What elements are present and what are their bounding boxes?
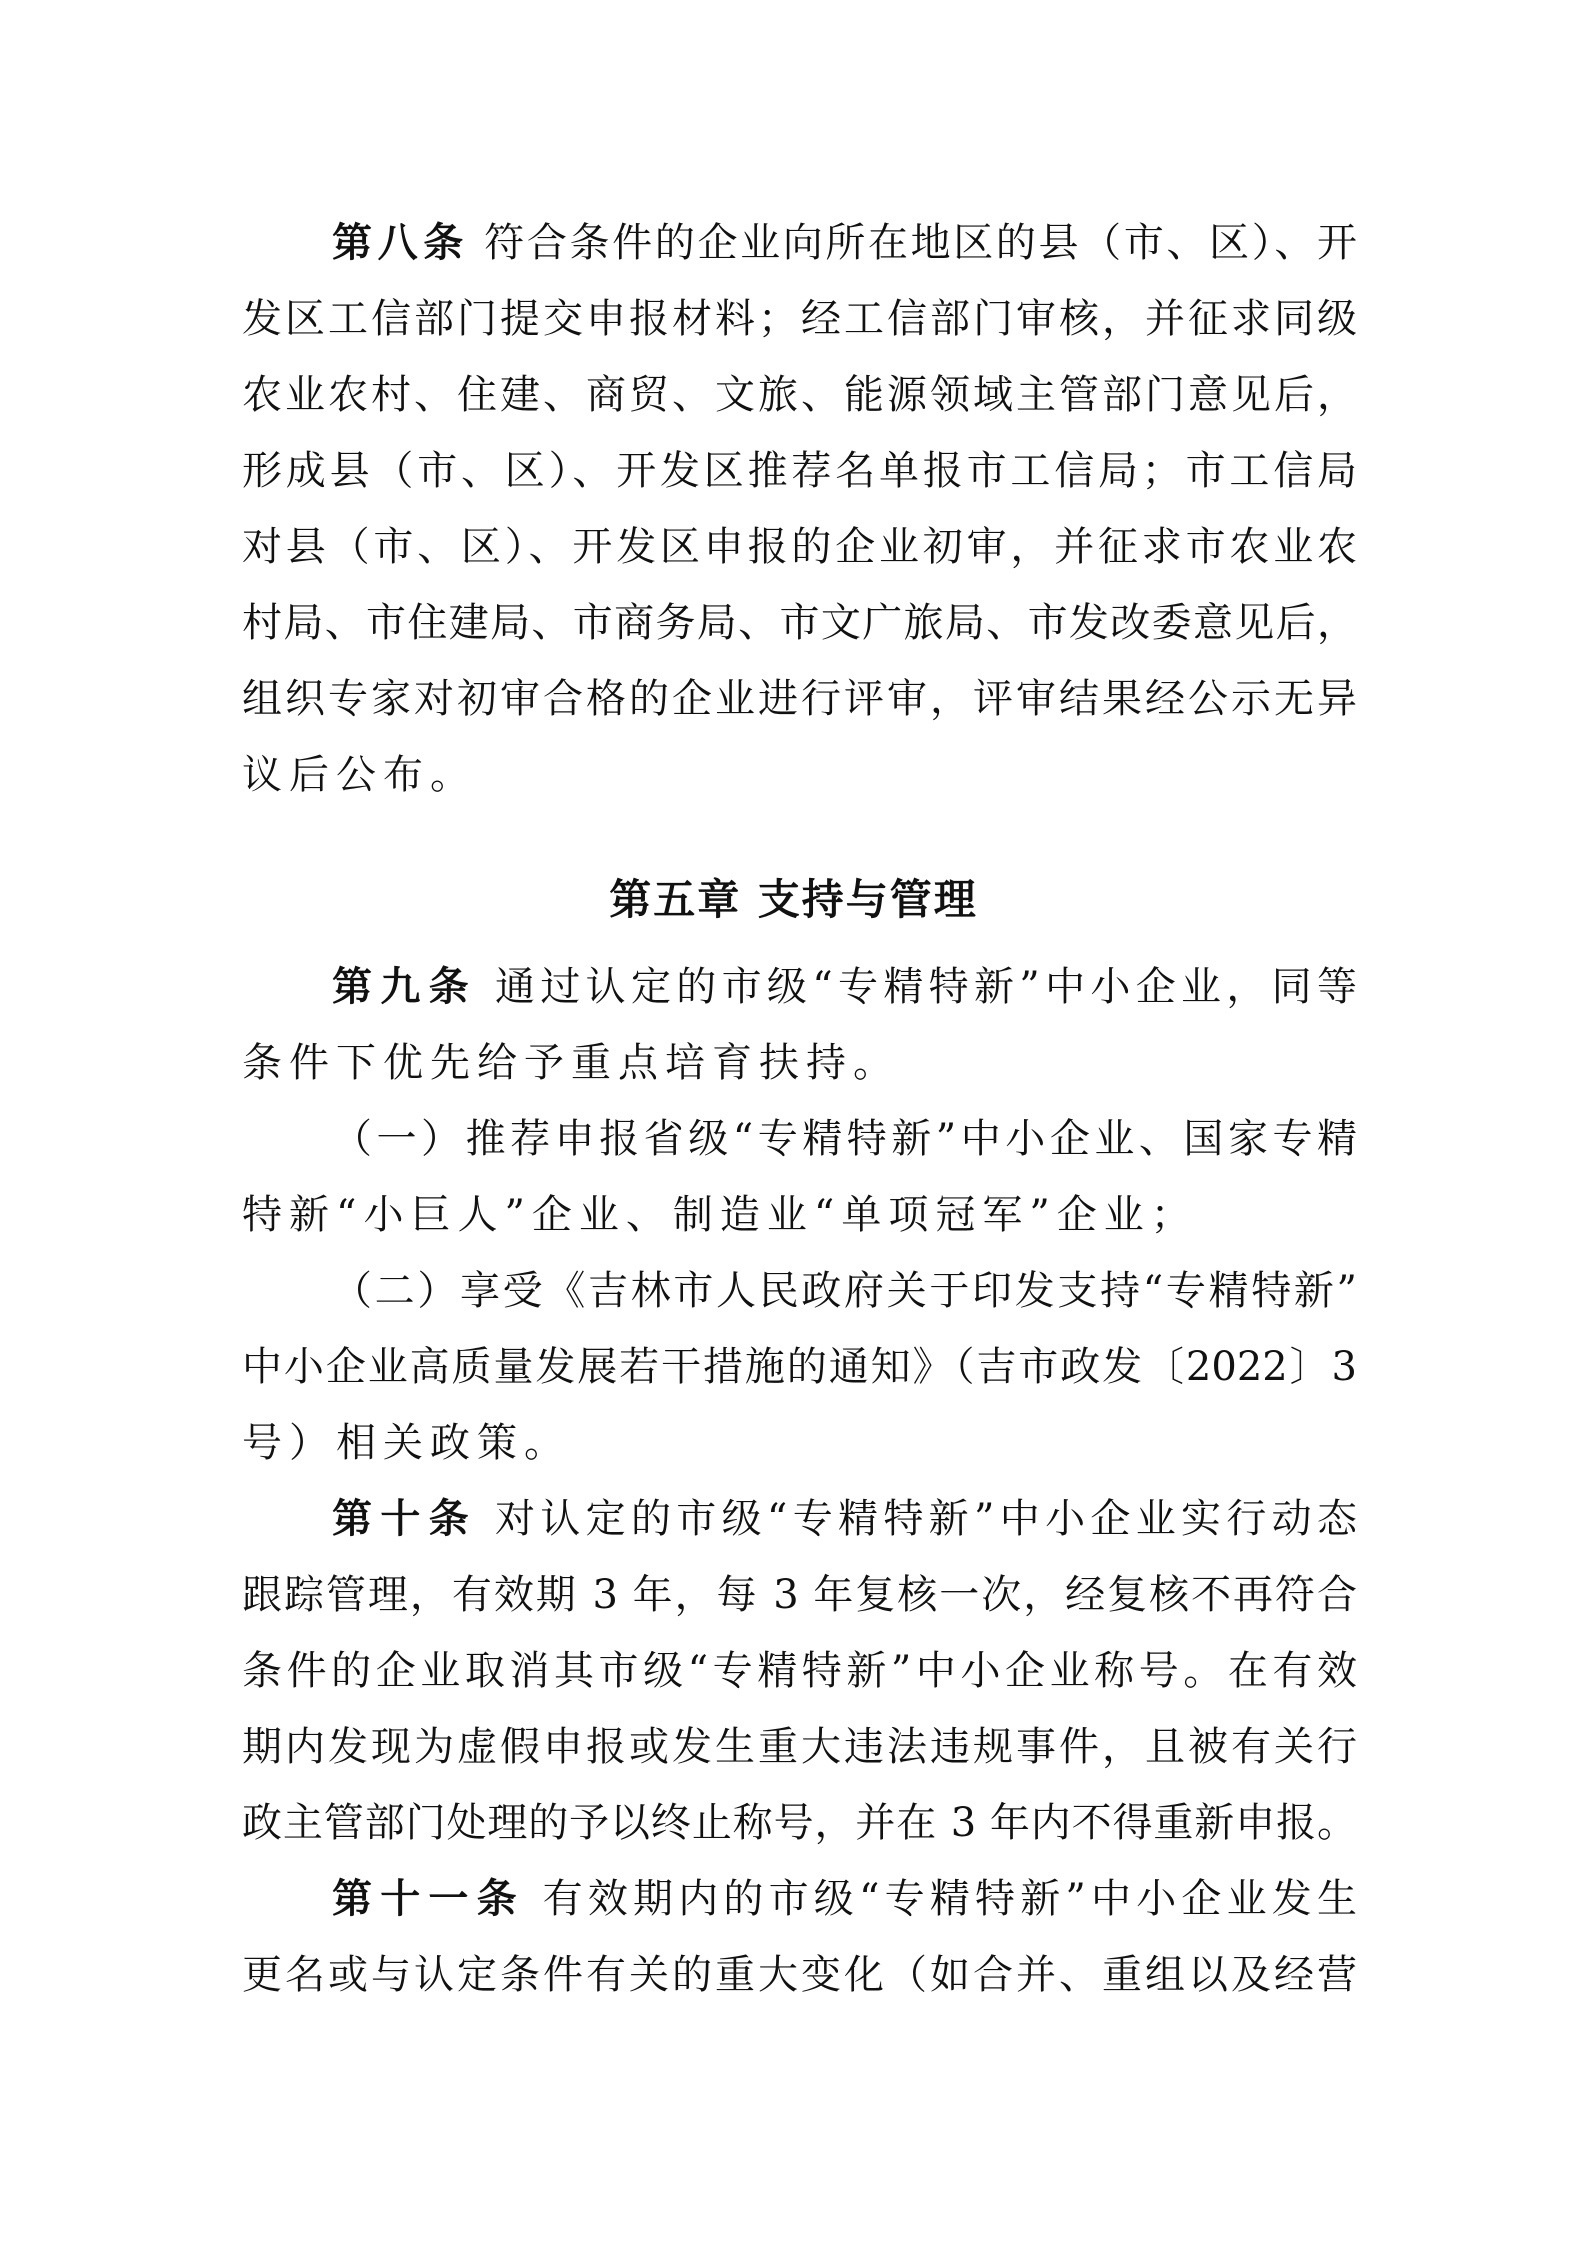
article-10-label: 第十条 [332,1496,477,1542]
article-8-line-1: 第八条 符合条件的企业向所在地区的县（市、区）、开 [332,220,1358,266]
article-8-label: 第八条 [332,220,469,266]
chapter-heading: 第五章 支持与管理 [609,875,978,924]
article-8-line-8: 议后公布。 [242,752,477,798]
article-11-label: 第十一条 [332,1876,525,1922]
article-10-line-4: 期内发现为虚假申报或发生重大违法违规事件，且被有关行 [242,1724,1357,1770]
article-9-item-1-line-2: 特新“小巨人”企业、制造业“单项冠军”企业； [242,1192,1198,1238]
article-8-line-4: 形成县（市、区）、开发区推荐名单报市工信局；市工信局 [242,448,1357,494]
article-9-line-2: 条件下优先给予重点培育扶持。 [242,1040,900,1086]
article-11-line-1: 第十一条 有效期内的市级“专精特新”中小企业发生 [332,1876,1357,1922]
article-10-line-2: 跟踪管理，有效期 3 年，每 3 年复核一次，经复核不再符合 [242,1572,1357,1618]
article-9-item-2-line-1: （二）享受《吉林市人民政府关于印发支持“专精特新” [332,1268,1357,1314]
article-9-item-1-line-1: （一）推荐申报省级“专精特新”中小企业、国家专精 [332,1116,1357,1162]
article-9-label: 第九条 [332,964,477,1010]
article-8-line-3: 农业农村、住建、商贸、文旅、能源领域主管部门意见后， [242,372,1357,418]
article-9-item-2-line-3: 号）相关政策。 [242,1420,571,1466]
article-10-line-3: 条件的企业取消其市级“专精特新”中小企业称号。在有效 [242,1648,1357,1694]
article-8-line-6: 村局、市住建局、市商务局、市文广旅局、市发改委意见后， [242,600,1357,646]
article-10-line-1: 第十条 对认定的市级“专精特新”中小企业实行动态 [332,1496,1357,1542]
article-8-line-5: 对县（市、区）、开发区申报的企业初审，并征求市农业农 [242,524,1357,570]
article-9-item-2-line-2: 中小企业高质量发展若干措施的通知》（吉市政发〔2022〕3 [242,1344,1357,1390]
article-8-line-2: 发区工信部门提交申报材料；经工信部门审核，并征求同级 [242,296,1357,342]
article-8-line-7: 组织专家对初审合格的企业进行评审，评审结果经公示无异 [242,676,1357,722]
article-9-line-1: 第九条 通过认定的市级“专精特新”中小企业，同等 [332,964,1357,1010]
article-11-line-2: 更名或与认定条件有关的重大变化（如合并、重组以及经营 [242,1952,1357,1998]
article-10-line-5: 政主管部门处理的予以终止称号，并在 3 年内不得重新申报。 [242,1800,1357,1846]
